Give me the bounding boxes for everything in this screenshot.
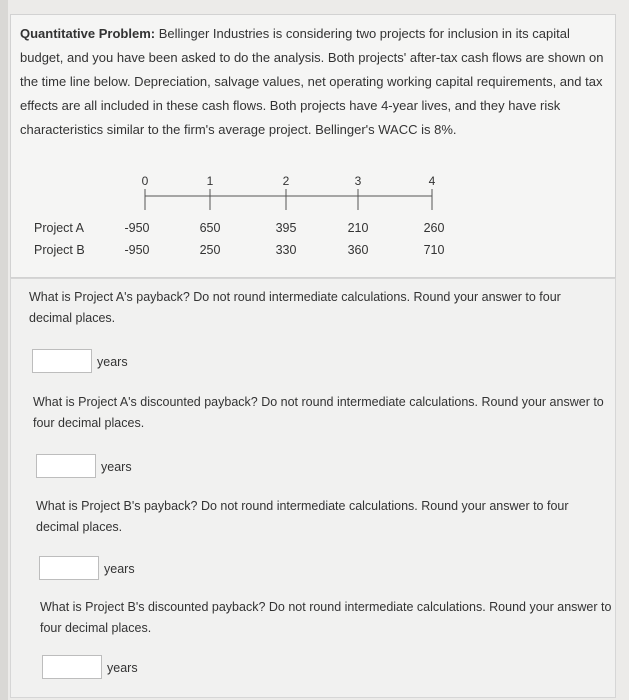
project-a-payback-unit: years xyxy=(97,355,128,369)
project-a-cf-4: 260 xyxy=(423,221,445,235)
cash-flow-timeline xyxy=(0,0,629,290)
project-a-label: Project A xyxy=(34,221,85,235)
problem-body: Bellinger Industries is considering two projects for inclusion in its capital budget, and you have been asked to do the analysis. Both projects' after-tax cash flows are shown on the time line below. Depreciation, salvage values, net operating working capital requirements, and tax effects are all included in these cash flows. Both projects have 4-year lives, and they have risk characteristics similar to the firm's average project. Bellinger's WACC is 8%. xyxy=(20,26,604,137)
question-project-a-payback: What is Project A's payback? Do not round intermediate calculations. Round your answer to four decimal places. xyxy=(29,290,561,325)
project-a-cf-2: 395 xyxy=(275,221,297,235)
project-b-payback-input[interactable] xyxy=(39,556,99,580)
period-label-3: 3 xyxy=(354,174,362,188)
problem-title: Quantitative Problem: xyxy=(20,26,156,41)
project-b-payback-unit: years xyxy=(104,562,135,576)
project-b-cf-1: 250 xyxy=(199,243,221,257)
project-a-discounted-payback-unit: years xyxy=(101,460,132,474)
project-b-discounted-payback-unit: years xyxy=(107,661,138,675)
project-a-cf-3: 210 xyxy=(347,221,369,235)
period-label-1: 1 xyxy=(206,174,214,188)
project-a-cf-0: -950 xyxy=(124,221,150,235)
project-b-discounted-payback-input[interactable] xyxy=(42,655,102,679)
project-b-label: Project B xyxy=(34,243,85,257)
period-label-2: 2 xyxy=(282,174,290,188)
period-label-0: 0 xyxy=(141,174,149,188)
project-a-cf-1: 650 xyxy=(199,221,221,235)
question-project-b-discounted-payback: What is Project B's discounted payback? Do not round intermediate calculations. Round your answer to four decimal places. xyxy=(40,600,612,635)
project-b-cf-2: 330 xyxy=(275,243,297,257)
project-a-payback-input[interactable] xyxy=(32,349,92,373)
period-label-4: 4 xyxy=(428,174,436,188)
project-a-discounted-payback-input[interactable] xyxy=(36,454,96,478)
project-b-cf-0: -950 xyxy=(124,243,150,257)
project-b-cf-4: 710 xyxy=(423,243,445,257)
question-project-a-discounted-payback: What is Project A's discounted payback? Do not round intermediate calculations. Round your answer to four decimal places. xyxy=(33,395,604,430)
project-b-cf-3: 360 xyxy=(347,243,369,257)
question-project-b-payback: What is Project B's payback? Do not round intermediate calculations. Round your answer to four decimal places. xyxy=(36,499,569,534)
